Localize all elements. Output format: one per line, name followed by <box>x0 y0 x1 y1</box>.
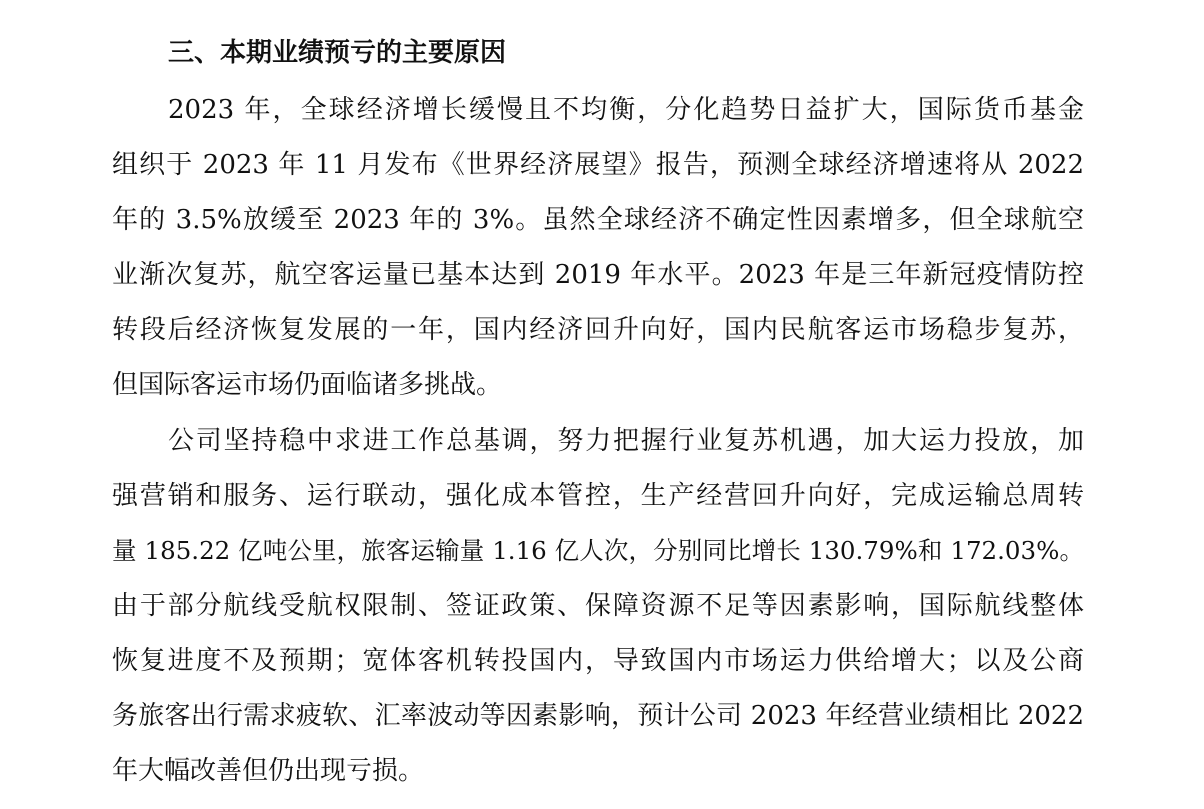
paragraph-2-line-1: 公司坚持稳中求进工作总基调，努力把握行业复苏机遇，加大运力投放，加 <box>168 426 1084 456</box>
paragraph-2-line-7: 年大幅改善但仍出现亏损。 <box>112 756 425 786</box>
paragraph-2-line-6: 务旅客出行需求疲软、汇率波动等因素影响，预计公司 2023 年经营业绩相比 2022 <box>112 701 1084 731</box>
paragraph-2-line-4: 由于部分航线受航权限制、签证政策、保障资源不足等因素影响，国际航线整体 <box>112 591 1084 621</box>
section-heading: 三、本期业绩预亏的主要原因 <box>168 38 507 68</box>
paragraph-1-line-6: 但国际客运市场仍面临诸多挑战。 <box>112 370 503 400</box>
paragraph-2-line-2: 强营销和服务、运行联动，强化成本管控，生产经营回升向好，完成运输总周转 <box>112 481 1084 511</box>
paragraph-2-line-5: 恢复进度不及预期；宽体客机转投国内，导致国内市场运力供给增大；以及公商 <box>112 646 1084 676</box>
paragraph-2-line-3: 量 185.22 亿吨公里，旅客运输量 1.16 亿人次，分别同比增长 130.79%和 172.03%。 <box>112 536 1084 565</box>
paragraph-1-line-4: 业渐次复苏，航空客运量已基本达到 2019 年水平。2023 年是三年新冠疫情防控 <box>112 260 1084 290</box>
paragraph-1-line-2: 组织于 2023 年 11 月发布《世界经济展望》报告，预测全球经济增速将从 2022 <box>112 150 1084 180</box>
paragraph-1-line-3: 年的 3.5%放缓至 2023 年的 3%。虽然全球经济不确定性因素增多，但全球航空 <box>112 205 1084 235</box>
paragraph-1-line-5: 转段后经济恢复发展的一年，国内经济回升向好，国内民航客运市场稳步复苏， <box>112 315 1084 345</box>
paragraph-1-line-1: 2023 年，全球经济增长缓慢且不均衡，分化趋势日益扩大，国际货币基金 <box>168 95 1084 125</box>
